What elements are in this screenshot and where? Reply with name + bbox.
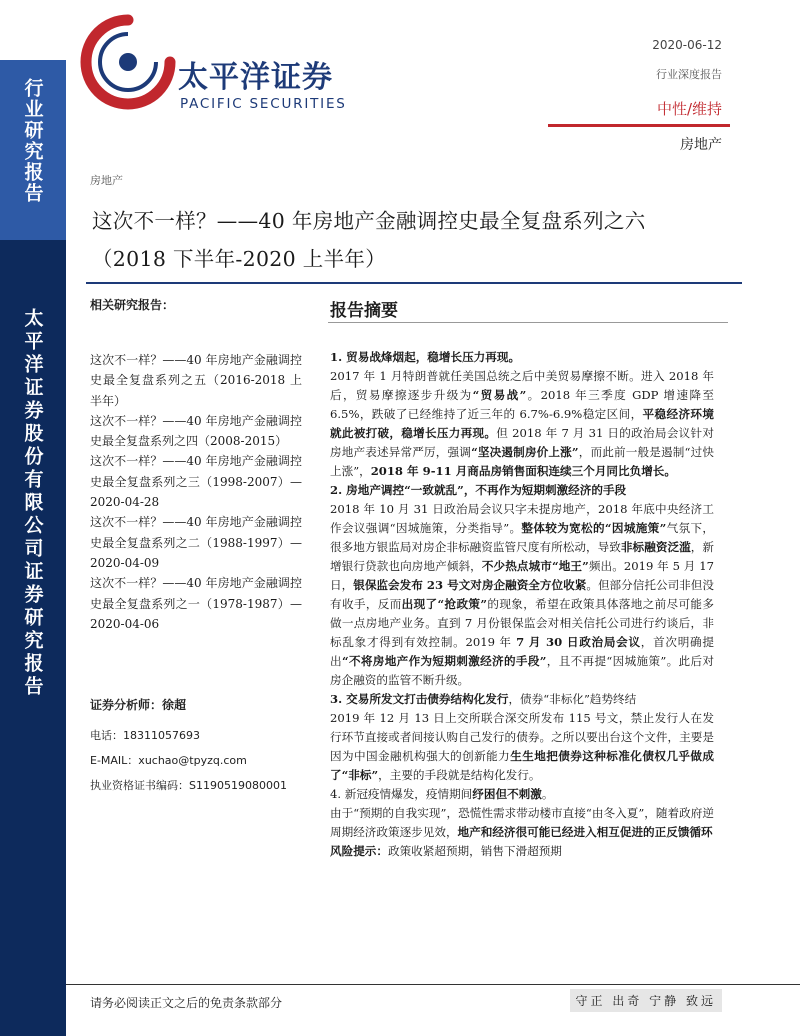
title-line-2: （2018 下半年-2020 上半年） xyxy=(92,247,387,271)
left-sidebar xyxy=(0,0,66,1036)
footer-divider xyxy=(66,984,800,985)
sector-tag: 房地产 xyxy=(90,174,123,187)
related-item[interactable]: 这次不一样？——40 年房地产金融调控史最全复盘系列之二（1988-1997）—2020-04-09 xyxy=(90,515,302,570)
related-item[interactable]: 这次不一样？——40 年房地产金融调控史最全复盘系列之五（2016-2018 上半年） xyxy=(90,353,302,408)
section-3-heading: 3. 交易所发文打击债券结构化发行，债券“非标化”趋势终结 xyxy=(330,692,637,706)
sidebar-bottom-label: 太平洋证券股份有限公司证券研究报告 xyxy=(21,308,44,699)
title-line-1: 这次不一样？——40 年房地产金融调控史最全复盘系列之六 xyxy=(92,209,646,233)
sidebar-top-banner xyxy=(0,60,66,240)
report-title xyxy=(92,202,742,278)
related-research-heading: 相关研究报告： xyxy=(90,298,175,312)
rating-label: 中性/维持 xyxy=(656,100,722,118)
abstract-body xyxy=(330,348,714,861)
report-type: 行业深度报告 xyxy=(656,68,722,81)
header-red-rule xyxy=(548,124,730,127)
abstract-heading: 报告摘要 xyxy=(330,301,398,321)
header-meta xyxy=(652,38,722,82)
sector-label: 房地产 xyxy=(680,137,722,153)
logo-chinese-name: 太平洋证券 xyxy=(178,60,333,95)
logo-english-name: PACIFIC SECURITIES xyxy=(180,96,347,112)
company-logo xyxy=(80,14,360,114)
section-3-text: 2019 年 12 月 13 日上交所联合深交所发布 115 号文，禁止发行人在发行环节直接或者间接认购自己发行的债券。之所以要出台这个文件，主要是因为中国金融机构强大的创新能力生生地把债券这种标准化债权几乎做成了“非标”，主要的手段就是结构化发行。 xyxy=(330,711,714,782)
section-2-text: 2018 年 10 月 31 日政治局会议只字未提房地产，2018 年底中央经济工作会议强调“因城施策，分类指导”。整体较为宽松的“因城施策”气氛下，很多地方银监局对房企非标融资监管尺度有所松动，导致非标融资泛滥，新增银行贷款也向房地产倾斜，不少热点城市“地王”频出。2019 年 5 月 17 日，银保监会发布 23 号文对房企融资全方位收紧。但部分信托公司非但没有收手，反而出现了“抢政策”的现象，希望在政策具体落地之前尽可能多做一点房地产业务。直到 7 月份银保监会对相关信托公司进行约谈后，非标乱象才得到有效控制。2019 年 7 月 30 日政治局会议，首次明确提出“不将房地产作为短期刺激经济的手段”，且不再提“因城施策”。此后对房企融资的监管不断升级。 xyxy=(330,502,714,687)
analyst-cert: 执业资格证书编码：S1190519080001 xyxy=(90,779,287,792)
section-1-text: 2017 年 1 月特朗普就任美国总统之后中美贸易摩擦不断。进入 2018 年后，贸易摩擦逐步升级为“贸易战”。2018 年三季度 GDP 增速降至 6.5%，跌破了已经维持了近三年的 6.7%-6.9%稳定区间，平稳经济环境就此被打破，稳增长压力再现。但 2018 年 7 月 31 日的政治局会议针对房地产表述异常严厉，强调“坚决遏制房价上涨”，而此前一般是遏制“过快上涨”，2018 年 9-11 月商品房销售面积连续三个月同比负增长。 xyxy=(330,369,715,478)
related-item[interactable]: 这次不一样？——40 年房地产金融调控史最全复盘系列之四（2008-2015） xyxy=(90,413,302,449)
related-item[interactable]: 这次不一样？——40 年房地产金融调控史最全复盘系列之一（1978-1987）—2020-04-06 xyxy=(90,576,302,631)
analyst-phone: 电话：18311057693 xyxy=(90,729,200,742)
title-divider xyxy=(86,282,742,284)
related-research-list xyxy=(90,350,302,634)
risk-warning: 风险提示：政策收紧超预期，销售下滑超预期 xyxy=(330,844,562,858)
section-1-heading: 1. 贸易战烽烟起，稳增长压力再现。 xyxy=(330,350,521,364)
sidebar-bottom-banner xyxy=(0,240,66,1036)
related-item[interactable]: 这次不一样？——40 年房地产金融调控史最全复盘系列之三（1998-2007）—2020-04-28 xyxy=(90,454,302,510)
abstract-divider xyxy=(328,322,728,323)
logo-mark-icon xyxy=(80,14,176,110)
analyst-name: 证券分析师：徐超 xyxy=(90,698,187,712)
section-4-heading: 4. 新冠疫情爆发，疫情期间纾困但不刺激。 xyxy=(330,787,554,801)
analyst-email[interactable]: E-MAIL：xuchao@tpyzq.com xyxy=(90,754,247,767)
section-4-text: 由于“预期的自我实现”，恐慌性需求带动楼市直接“由冬入夏”，随着政府逆周期经济政策逐步见效，地产和经济很可能已经进入相互促进的正反馈循环 xyxy=(330,806,714,839)
sidebar-top-label: 行业研究报告 xyxy=(21,78,44,204)
footer-disclaimer: 请务必阅读正文之后的免责条款部分 xyxy=(90,996,283,1010)
report-date: 2020-06-12 xyxy=(652,38,722,52)
footer-motto: 守正 出奇 宁静 致远 xyxy=(570,989,722,1012)
analyst-info xyxy=(90,696,310,802)
section-2-heading: 2. 房地产调控“一致就乱”，不再作为短期刺激经济的手段 xyxy=(330,483,627,497)
